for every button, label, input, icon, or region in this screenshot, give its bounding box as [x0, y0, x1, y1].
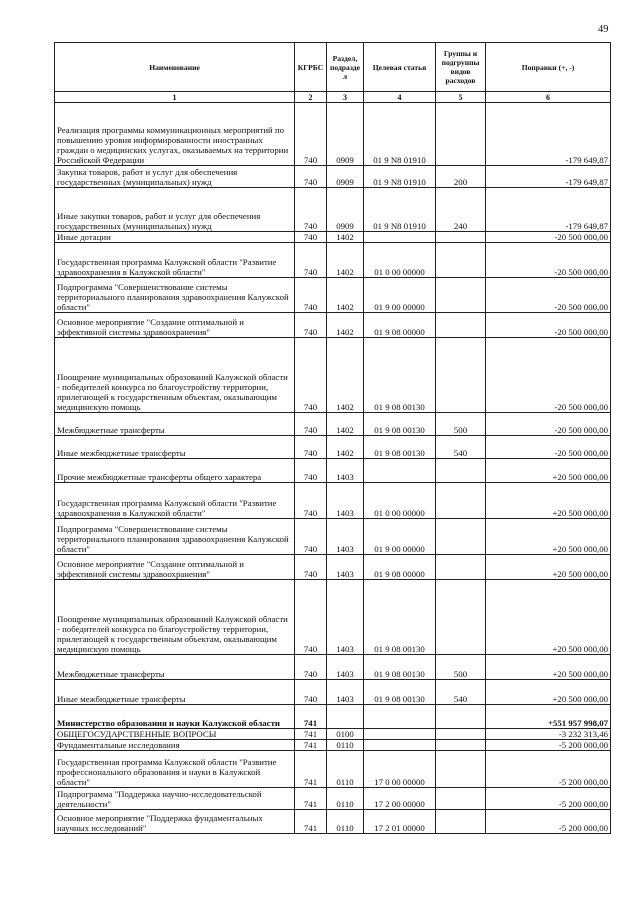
row-kgrbs: 740	[295, 519, 327, 555]
table-row	[55, 243, 611, 278]
row-amount: -20 500 000,00	[486, 232, 611, 243]
row-section: 1403	[327, 459, 364, 483]
row-name: Государственная программа Калужской области "Развитие профессионального образования и науки в Калужской области"	[55, 751, 295, 788]
row-name: Закупка товаров, работ и услуг для обеспечения государственных (муниципальных) нужд	[55, 166, 295, 188]
row-kgrbs: 740	[295, 655, 327, 680]
row-amount: -20 500 000,00	[486, 278, 611, 313]
row-section: 1403	[327, 483, 364, 519]
table-row	[55, 519, 611, 555]
table-row	[55, 555, 611, 580]
row-kgrbs: 740	[295, 680, 327, 705]
table-row	[55, 788, 611, 810]
row-kgrbs: 740	[295, 232, 327, 243]
row-section: 1402	[327, 243, 364, 278]
row-amount: -20 500 000,00	[486, 313, 611, 338]
row-group	[436, 729, 486, 740]
row-name: Основное мероприятие "Создание оптимальной и эффективной системы здравоохранения"	[55, 555, 295, 580]
row-group	[436, 459, 486, 483]
row-target	[364, 729, 436, 740]
row-name: Межбюджетные трансферты	[55, 655, 295, 680]
row-target	[364, 740, 436, 751]
row-name: Иные закупки товаров, работ и услуг для обеспечения государственных (муниципальных) нужд	[55, 188, 295, 232]
row-kgrbs: 740	[295, 413, 327, 436]
row-kgrbs: 740	[295, 188, 327, 232]
table-row	[55, 338, 611, 413]
row-section: 1403	[327, 655, 364, 680]
row-section: 0110	[327, 810, 364, 834]
row-group	[436, 483, 486, 519]
row-target: 01 9 08 00130	[364, 338, 436, 413]
header-kgrbs: КГРБС	[295, 43, 327, 92]
row-target: 01 9 00 00000	[364, 278, 436, 313]
row-name: Основное мероприятие "Поддержка фундаментальных научных исследований"	[55, 810, 295, 834]
header-target: Целевая статья	[364, 43, 436, 92]
row-kgrbs: 740	[295, 166, 327, 188]
column-number: 2	[295, 92, 327, 103]
row-target: 17 2 01 00000	[364, 810, 436, 834]
row-target	[364, 459, 436, 483]
row-group: 500	[436, 655, 486, 680]
row-group	[436, 705, 486, 729]
row-amount: -179 649,87	[486, 103, 611, 166]
table-row	[55, 436, 611, 459]
table-row	[55, 483, 611, 519]
table-row	[55, 655, 611, 680]
row-amount: +20 500 000,00	[486, 680, 611, 705]
row-section: 1402	[327, 232, 364, 243]
row-target	[364, 705, 436, 729]
row-section: 0110	[327, 740, 364, 751]
row-amount: -20 500 000,00	[486, 243, 611, 278]
row-amount: -3 232 313,46	[486, 729, 611, 740]
row-name: Иные дотации	[55, 232, 295, 243]
row-name: Основное мероприятие "Создание оптимальной и эффективной системы здравоохранения"	[55, 313, 295, 338]
table-row	[55, 751, 611, 788]
row-group	[436, 338, 486, 413]
row-kgrbs: 740	[295, 436, 327, 459]
row-section: 0110	[327, 788, 364, 810]
row-section: 1402	[327, 436, 364, 459]
row-target: 01 9 08 00130	[364, 413, 436, 436]
row-name: Прочие межбюджетные трансферты общего характера	[55, 459, 295, 483]
row-group	[436, 232, 486, 243]
row-target: 01 9 08 00000	[364, 313, 436, 338]
row-section: 1402	[327, 338, 364, 413]
row-name: Подпрограмма "Совершенствование системы территориального планирования здравоохранения Калужской области"	[55, 519, 295, 555]
row-kgrbs: 740	[295, 103, 327, 166]
table-row	[55, 278, 611, 313]
row-kgrbs: 741	[295, 810, 327, 834]
row-amount: -20 500 000,00	[486, 436, 611, 459]
row-target: 17 0 00 00000	[364, 751, 436, 788]
row-kgrbs: 740	[295, 555, 327, 580]
row-target: 01 9 08 00130	[364, 436, 436, 459]
row-group: 540	[436, 680, 486, 705]
row-target: 01 9 08 00130	[364, 580, 436, 655]
row-group	[436, 751, 486, 788]
row-group	[436, 519, 486, 555]
page-number: 49	[598, 24, 609, 35]
table-row	[55, 810, 611, 834]
row-target: 01 9 08 00130	[364, 680, 436, 705]
row-name: Иные межбюджетные трансферты	[55, 680, 295, 705]
row-section: 1403	[327, 555, 364, 580]
column-number-row	[55, 92, 611, 103]
row-section: 0909	[327, 166, 364, 188]
header-section: Раздел, подразде л	[327, 43, 364, 92]
row-amount: -20 500 000,00	[486, 413, 611, 436]
row-section: 0909	[327, 103, 364, 166]
row-amount: -5 200 000,00	[486, 810, 611, 834]
row-amount: -5 200 000,00	[486, 788, 611, 810]
row-name: Реализация программы коммуникационных мероприятий по повышению уровня информированности иностранных граждан о медицинских услугах, оказываемых на территории Российской Федерации	[55, 103, 295, 166]
row-target: 01 9 N8 01910	[364, 166, 436, 188]
row-name: Подпрограмма "Совершенствование системы территориального планирования здравоохранения Калужской области"	[55, 278, 295, 313]
row-amount: -5 200 000,00	[486, 751, 611, 788]
row-group	[436, 278, 486, 313]
header-amendment: Поправки (+, -)	[486, 43, 611, 92]
column-number: 6	[486, 92, 611, 103]
row-name: Государственная программа Калужской области "Развитие здравоохранения в Калужской области"	[55, 243, 295, 278]
row-section: 0100	[327, 729, 364, 740]
row-name: Государственная программа Калужской области "Развитие здравоохранения в Калужской области"	[55, 483, 295, 519]
row-amount: +551 957 998,07	[486, 705, 611, 729]
row-amount: -20 500 000,00	[486, 338, 611, 413]
row-amount: -179 649,87	[486, 188, 611, 232]
table-row	[55, 580, 611, 655]
table-row	[55, 459, 611, 483]
row-target	[364, 232, 436, 243]
row-amount: +20 500 000,00	[486, 580, 611, 655]
column-number: 5	[436, 92, 486, 103]
row-name: ОБЩЕГОСУДАРСТВЕННЫЕ ВОПРОСЫ	[55, 729, 295, 740]
row-amount: +20 500 000,00	[486, 519, 611, 555]
row-group	[436, 788, 486, 810]
row-group	[436, 810, 486, 834]
row-kgrbs: 741	[295, 788, 327, 810]
row-section: 1403	[327, 680, 364, 705]
row-section: 1402	[327, 278, 364, 313]
row-kgrbs: 740	[295, 580, 327, 655]
row-name: Иные межбюджетные трансферты	[55, 436, 295, 459]
row-kgrbs: 741	[295, 751, 327, 788]
row-section: 1402	[327, 413, 364, 436]
row-section: 1403	[327, 519, 364, 555]
row-group: 240	[436, 188, 486, 232]
row-name: Подпрограмма "Поддержка научно-исследовательской деятельности"	[55, 788, 295, 810]
row-amount: +20 500 000,00	[486, 483, 611, 519]
row-group	[436, 103, 486, 166]
row-section: 1403	[327, 580, 364, 655]
row-name: Межбюджетные трансферты	[55, 413, 295, 436]
row-amount: +20 500 000,00	[486, 459, 611, 483]
row-kgrbs: 741	[295, 729, 327, 740]
row-section	[327, 705, 364, 729]
row-target: 01 9 N8 01910	[364, 188, 436, 232]
row-name: Поощрение муниципальных образований Калужской области - победителей конкурса по благоустройству территории, прилегающей к государственным объектам, оказывающим медицинскую помощь	[55, 338, 295, 413]
row-target: 01 0 00 00000	[364, 483, 436, 519]
row-section: 1402	[327, 313, 364, 338]
row-target: 17 2 00 00000	[364, 788, 436, 810]
row-name: Поощрение муниципальных образований Калужской области - победителей конкурса по благоустройству территории, прилегающей к государственным объектам, оказывающим медицинскую помощь	[55, 580, 295, 655]
table-row	[55, 705, 611, 729]
row-group: 500	[436, 413, 486, 436]
table-row	[55, 103, 611, 166]
column-number: 4	[364, 92, 436, 103]
row-section: 0909	[327, 188, 364, 232]
row-section: 0110	[327, 751, 364, 788]
row-amount: -5 200 000,00	[486, 740, 611, 751]
table-row	[55, 413, 611, 436]
column-number: 3	[327, 92, 364, 103]
row-target: 01 9 08 00000	[364, 555, 436, 580]
row-kgrbs: 740	[295, 243, 327, 278]
table-row	[55, 680, 611, 705]
row-kgrbs: 740	[295, 483, 327, 519]
row-group	[436, 580, 486, 655]
row-group	[436, 740, 486, 751]
row-kgrbs: 740	[295, 338, 327, 413]
table-row	[55, 729, 611, 740]
row-target: 01 9 08 00130	[364, 655, 436, 680]
row-target: 01 9 00 00000	[364, 519, 436, 555]
row-group	[436, 555, 486, 580]
table-row	[55, 740, 611, 751]
row-name: Фундаментальные исследования	[55, 740, 295, 751]
row-group: 200	[436, 166, 486, 188]
table-row	[55, 232, 611, 243]
row-amount: +20 500 000,00	[486, 655, 611, 680]
row-group	[436, 313, 486, 338]
header-name: Наименование	[55, 43, 295, 92]
row-kgrbs: 741	[295, 705, 327, 729]
row-target: 01 9 N8 01910	[364, 103, 436, 166]
row-kgrbs: 740	[295, 313, 327, 338]
budget-amendments-table	[54, 42, 611, 834]
row-name: Министерство образования и науки Калужской области	[55, 705, 295, 729]
row-kgrbs: 740	[295, 278, 327, 313]
row-target: 01 0 00 00000	[364, 243, 436, 278]
row-amount: +20 500 000,00	[486, 555, 611, 580]
row-kgrbs: 740	[295, 459, 327, 483]
header-group: Группы и подгруппы видов расходов	[436, 43, 486, 92]
table-row	[55, 313, 611, 338]
row-amount: -179 649,87	[486, 166, 611, 188]
column-number: 1	[55, 92, 295, 103]
row-group: 540	[436, 436, 486, 459]
table-row	[55, 188, 611, 232]
row-kgrbs: 741	[295, 740, 327, 751]
row-group	[436, 243, 486, 278]
table-row	[55, 166, 611, 188]
table-header-row	[55, 43, 611, 92]
